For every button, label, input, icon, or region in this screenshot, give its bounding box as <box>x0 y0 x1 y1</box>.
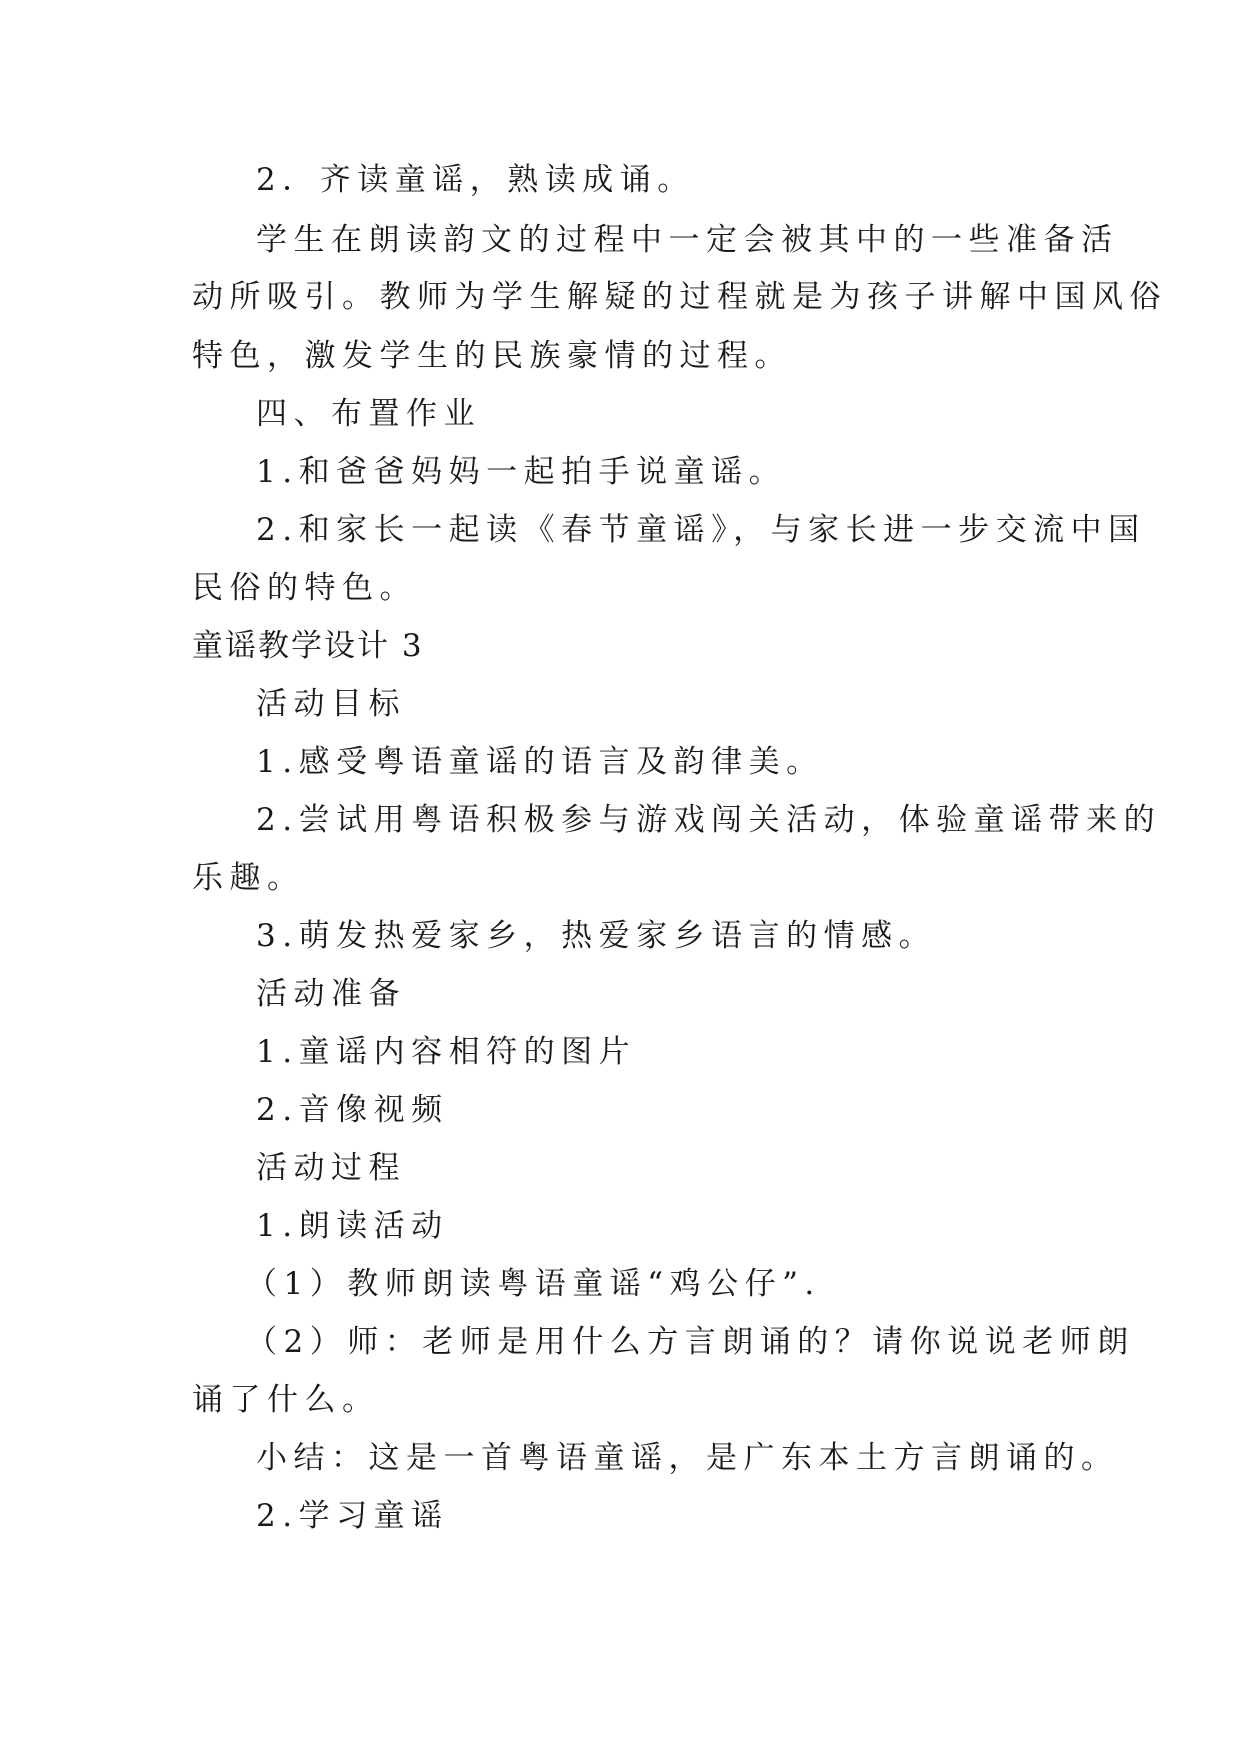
section-heading: 活动准备 <box>256 976 406 1012</box>
text-line: 2.音像视频 <box>256 1092 449 1128</box>
text-line: 小结：这是一首粤语童谣，是广东本土方言朗诵的。 <box>256 1440 1119 1476</box>
text-line: 乐趣。 <box>192 860 305 896</box>
text-line: 2.学习童谣 <box>256 1498 449 1534</box>
text-line: 民俗的特色。 <box>192 570 417 606</box>
text-line: 1.童谣内容相符的图片 <box>256 1034 637 1070</box>
section-heading: 活动过程 <box>256 1150 406 1186</box>
text-line: 动所吸引。教师为学生解疑的过程就是为孩子讲解中国风俗 <box>192 279 1167 315</box>
text-line: （1）教师朗读粤语童谣“鸡公仔”. <box>246 1266 821 1302</box>
text-line: 1.和爸爸妈妈一起拍手说童谣。 <box>256 454 787 490</box>
text-line: 1.朗读活动 <box>256 1208 449 1244</box>
text-line: 学生在朗读韵文的过程中一定会被其中的一些准备活 <box>256 222 1119 258</box>
text-line: 诵了什么。 <box>192 1382 380 1418</box>
text-line: 特色，激发学生的民族豪情的过程。 <box>192 338 792 374</box>
text-line: （2）师：老师是用什么方言朗诵的？请你说说老师朗 <box>246 1324 1135 1360</box>
text-line: 1.感受粤语童谣的语言及韵律美。 <box>256 744 824 780</box>
text-line: 3.萌发热爱家乡，热爱家乡语言的情感。 <box>256 918 937 954</box>
section-heading: 四、布置作业 <box>256 396 481 432</box>
section-heading: 活动目标 <box>256 686 406 722</box>
text-line: 2.和家长一起读《春节童谣》，与家长进一步交流中国 <box>256 512 1146 548</box>
text-line: 2.尝试用粤语积极参与游戏闯关活动，体验童谣带来的 <box>256 802 1162 838</box>
text-line: 2．齐读童谣，熟读成诵。 <box>256 162 695 198</box>
document-title: 童谣教学设计 3 <box>192 628 424 664</box>
